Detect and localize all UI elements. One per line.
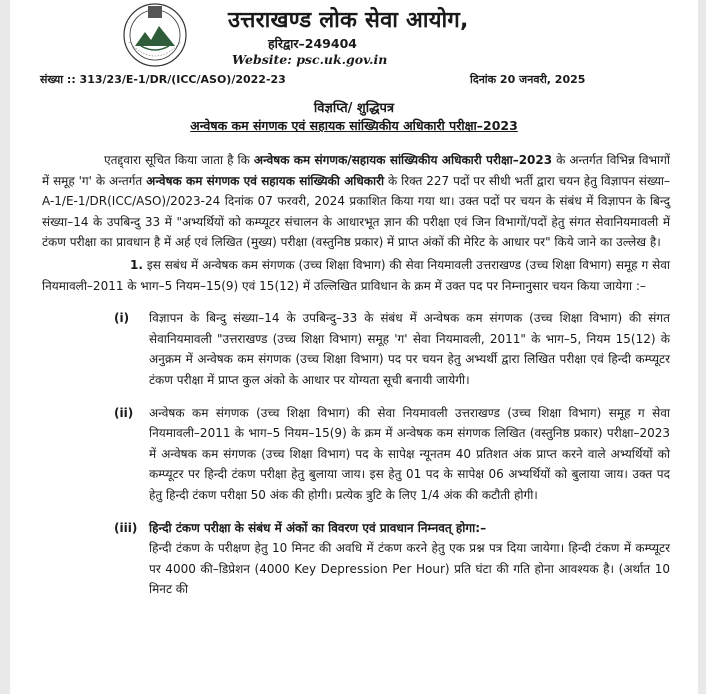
list-item-text: विज्ञापन के बिन्दु संख्या–14 के उपबिन्दु–33 के संबंध में अन्वेषक कम संगणक (उच्च शिक्षा विभाग) की संगत सेवानियमावली "उत्तराखण्ड (उच्च शिक्षा विभाग) समूह 'ग' सेवा नियमावली, 2011" के भाग–5, नियम 15(12) के अनुक्रम में अन्वेषक कम संगणक (उच्च शिक्षा विभाग) पद पर चयन हेतु अभ्यर्थी द्वारा लिखित परीक्षा एवं हिन्दी कम्प्यूटर टंकण परीक्षा में प्राप्त कुल अंको के आधार पर योग्यता सूची बनायी जायेगी।	[149, 311, 670, 387]
organization-name: उत्तराखण्ड लोक सेवा आयोग,	[228, 8, 469, 33]
list-item-text: हिन्दी टंकण के परीक्षण हेतु 10 मिनट की अवधि में टंकण करने हेतु एक प्रश्न पत्र दिया जायेगा। हिन्दी टंकण में कम्प्यूटर पर 4000 की–डिप्रेशन (4000 Key Depression Per Hour) प्रति घंटा की गति होना आवश्यक है। (अर्थात 10 मिनट की	[149, 541, 670, 597]
paragraph-text: इस सबंध में अन्वेषक कम संगणक (उच्च शिक्षा विभाग) की सेवा नियमावली उत्तराखण्ड (उच्च शिक्षा विभाग) समूह ग सेवा नियमावली–2011 के भाग–5 नियम–15(9) एवं 15(12) में उल्लिखित प्राविधान के क्रम में उक्त पद पर निम्नानुसार चयन किया जायेगा :–	[42, 257, 670, 293]
list-item	[42, 403, 670, 506]
commission-emblem-icon	[121, 2, 189, 68]
list-item-number: (i)	[114, 311, 130, 326]
list-item-number: (iii)	[114, 520, 138, 535]
list-item-number: (ii)	[114, 405, 134, 420]
organization-city: हरिद्वार–249404	[268, 36, 357, 51]
intro-text: एतद्द्वारा सूचित किया जाता है कि	[104, 153, 254, 167]
organization-website: Website: psc.uk.gov.in	[232, 52, 388, 67]
intro-exam-name: अन्वेषक कम संगणक/सहायक सांख्यिकीय अधिकारी परीक्षा–2023	[253, 153, 553, 167]
list-item-heading: हिन्दी टंकण परीक्षा के संबंध में अंकों का विवरण एवं प्रावधान निम्नवत् होगा:–	[149, 520, 487, 535]
notice-date: दिनांक 20 जनवरी, 2025	[470, 73, 586, 86]
notice-subject: अन्वेषक कम संगणक एवं सहायक सांख्यिकीय अधिकारी परीक्षा–2023	[190, 118, 518, 133]
notice-body	[42, 150, 670, 600]
paragraph-number: 1.	[130, 257, 143, 272]
intro-paragraph	[42, 150, 670, 253]
list-item	[42, 518, 670, 600]
intro-text: के रिक्त 227 पदों पर सीधी भर्ती द्वारा चयन हेतु विज्ञापन संख्या–A-1/E-1/DR(ICC/ASO)/2023-24 दिनांक 07 फरवरी, 2024 प्रकाशित किया गया था। उक्त पदों पर चयन के संबंध में विज्ञापन के बिन्दु संख्या–14 के उपबिन्दु 33 में "अभ्यर्थियों को कम्प्यूटर संचालन के आधारभूत ज्ञान की परीक्षा एवं जिन विभागों/पदों हेतु संगत सेवानियमावली में टंकण परीक्षा का प्रावधान है में अर्ह एवं लिखित (मुख्य) परीक्षा (वस्तुनिष्ठ प्रकार) में प्राप्त अंकों की मेरिट के आधार पर" किये जाने का उल्लेख है।	[42, 173, 671, 250]
intro-text: के अन्तर्गत विभिन्न विभागों में समूह 'ग' के अन्तर्गत	[42, 153, 670, 188]
list-item-text: अन्वेषक कम संगणक (उच्च शिक्षा विभाग) की सेवा नियमावली उत्तराखण्ड (उच्च शिक्षा विभाग) समूह ग सेवा नियमावली–2011 के भाग–5 नियम–15(9) के क्रम में अन्वेषक कम संगणक लिखित (वस्तुनिष्ठ प्रकार) परीक्षा–2023 में अन्वेषक कम संगणक (उच्च शिक्षा विभाग) पद के सापेक्ष न्यूनतम 40 प्रतिशत अंक प्राप्त करने वाले अभ्यर्थियों को कम्प्यूटर पर हिन्दी टंकण परीक्षा हेतु बुलाया जाय। इस हेतु 01 पद के सापेक्ष 06 अभ्यर्थियों को बुलाया जाय। उक्त पद हेतु हिन्दी टंकण परीक्षा 50 अंक की होगी। प्रत्येक त्रुटि के लिए 1/4 अंक की कटौती होगी।	[149, 405, 670, 502]
document-page	[10, 0, 698, 694]
paragraph-1	[42, 255, 670, 296]
reference-number: संख्या :: 313/23/E-1/DR/(ICC/ASO)/2022-23	[40, 73, 286, 86]
list-item	[42, 308, 670, 390]
notice-title: विज्ञप्ति/ शुद्धिपत्र	[313, 101, 395, 116]
intro-post-name: अन्वेषक कम संगणक एवं सहायक सांख्यिकी अधिकारी	[146, 173, 385, 188]
